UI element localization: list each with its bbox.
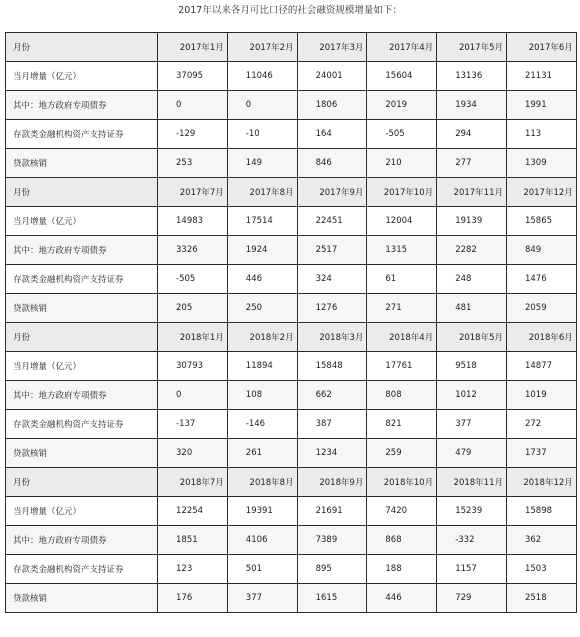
table-cell: 30793: [158, 352, 228, 381]
table-cell: 895: [297, 555, 367, 584]
table-row: [6, 149, 577, 178]
table-cell: 849: [506, 236, 576, 265]
row-label: 当月增量（亿元）: [6, 207, 158, 236]
table-cell: 123: [158, 555, 228, 584]
row-label: 其中：地方政府专项债券: [6, 526, 158, 555]
row-label: 贷款核销: [6, 149, 158, 178]
month-header: 2018年1月: [158, 323, 228, 352]
table-cell: 21131: [506, 62, 576, 91]
row-label: 贷款核销: [6, 584, 158, 613]
month-header: 2018年2月: [227, 323, 297, 352]
table-cell: 1503: [506, 555, 576, 584]
table-cell: 868: [367, 526, 437, 555]
month-header: 2018年9月: [297, 468, 367, 497]
table-cell: 259: [367, 439, 437, 468]
row-label: 贷款核销: [6, 439, 158, 468]
month-header: 2017年7月: [158, 178, 228, 207]
table-cell: -146: [227, 410, 297, 439]
table-cell: 271: [367, 294, 437, 323]
table-cell: 113: [506, 120, 576, 149]
table-cell: 15604: [367, 62, 437, 91]
table-row: [6, 381, 577, 410]
table-cell: 37095: [158, 62, 228, 91]
table-row: [6, 62, 577, 91]
table-cell: 7420: [367, 497, 437, 526]
table-cell: 1934: [437, 91, 507, 120]
month-header: 2017年8月: [227, 178, 297, 207]
table-row: [6, 584, 577, 613]
table-cell: 14983: [158, 207, 228, 236]
table-cell: 0: [227, 91, 297, 120]
table-cell: 24001: [297, 62, 367, 91]
table-cell: 277: [437, 149, 507, 178]
month-header: 2017年9月: [297, 178, 367, 207]
month-header: 2018年4月: [367, 323, 437, 352]
row-label: 当月增量（亿元）: [6, 497, 158, 526]
table-cell: 479: [437, 439, 507, 468]
table-row: [6, 439, 577, 468]
table-cell: -10: [227, 120, 297, 149]
table-cell: 387: [297, 410, 367, 439]
table-cell: 2282: [437, 236, 507, 265]
table-header-row: [6, 323, 577, 352]
table-row: [6, 91, 577, 120]
table-cell: 9518: [437, 352, 507, 381]
table-cell: 362: [506, 526, 576, 555]
table-cell: 2059: [506, 294, 576, 323]
month-header: 2017年12月: [506, 178, 576, 207]
table-cell: 2518: [506, 584, 576, 613]
table-cell: 1276: [297, 294, 367, 323]
month-header: 2018年7月: [158, 468, 228, 497]
table-cell: 176: [158, 584, 228, 613]
table-cell: 164: [297, 120, 367, 149]
table-cell: 261: [227, 439, 297, 468]
month-header: 2017年1月: [158, 33, 228, 62]
table-cell: 210: [367, 149, 437, 178]
table-cell: 2517: [297, 236, 367, 265]
table-cell: 21691: [297, 497, 367, 526]
month-header: 2017年6月: [506, 33, 576, 62]
row-label: 贷款核销: [6, 294, 158, 323]
table-cell: 320: [158, 439, 228, 468]
month-header: 2018年3月: [297, 323, 367, 352]
table-cell: 481: [437, 294, 507, 323]
month-header: 2018年10月: [367, 468, 437, 497]
table-caption: 2017年以来各月可比口径的社会融资规模增量如下：: [178, 5, 402, 16]
table-cell: 13136: [437, 62, 507, 91]
table-cell: 3326: [158, 236, 228, 265]
table-cell: 248: [437, 265, 507, 294]
table-row: [6, 497, 577, 526]
table-cell: -129: [158, 120, 228, 149]
header-label: 月份: [6, 468, 158, 497]
table-cell: 0: [158, 381, 228, 410]
table-cell: 446: [227, 265, 297, 294]
table-header-row: [6, 33, 577, 62]
table-cell: 108: [227, 381, 297, 410]
header-label: 月份: [6, 178, 158, 207]
table-row: [6, 265, 577, 294]
month-header: 2018年5月: [437, 323, 507, 352]
table-cell: 12254: [158, 497, 228, 526]
month-header: 2017年10月: [367, 178, 437, 207]
table-row: [6, 410, 577, 439]
row-label: 存款类金融机构资产支持证券: [6, 120, 158, 149]
table-cell: 1991: [506, 91, 576, 120]
table-cell: 808: [367, 381, 437, 410]
table-cell: 17514: [227, 207, 297, 236]
table-cell: 729: [437, 584, 507, 613]
row-label: 当月增量（亿元）: [6, 62, 158, 91]
table-cell: 294: [437, 120, 507, 149]
table-cell: 272: [506, 410, 576, 439]
table-cell: 15239: [437, 497, 507, 526]
row-label: 其中：地方政府专项债券: [6, 236, 158, 265]
row-label: 当月增量（亿元）: [6, 352, 158, 381]
header-label: 月份: [6, 323, 158, 352]
table-cell: 1737: [506, 439, 576, 468]
table-cell: 324: [297, 265, 367, 294]
table-row: [6, 526, 577, 555]
table-cell: 15848: [297, 352, 367, 381]
table-row: [6, 352, 577, 381]
table-cell: 846: [297, 149, 367, 178]
table-cell: 1315: [367, 236, 437, 265]
row-label: 其中：地方政府专项债券: [6, 381, 158, 410]
table-cell: -137: [158, 410, 228, 439]
table-cell: 0: [158, 91, 228, 120]
table-cell: 7389: [297, 526, 367, 555]
month-header: 2018年6月: [506, 323, 576, 352]
table-cell: 662: [297, 381, 367, 410]
table-cell: 2019: [367, 91, 437, 120]
table-header-row: [6, 468, 577, 497]
table-cell: -505: [158, 265, 228, 294]
month-header: 2017年4月: [367, 33, 437, 62]
table-cell: 1157: [437, 555, 507, 584]
header-label: 月份: [6, 33, 158, 62]
social-financing-table: [5, 32, 577, 613]
month-header: 2017年11月: [437, 178, 507, 207]
table-cell: 15865: [506, 207, 576, 236]
month-header: 2017年3月: [297, 33, 367, 62]
month-header: 2018年11月: [437, 468, 507, 497]
table-cell: 1019: [506, 381, 576, 410]
table-cell: 11046: [227, 62, 297, 91]
table-cell: 205: [158, 294, 228, 323]
table-cell: 61: [367, 265, 437, 294]
table-header-row: [6, 178, 577, 207]
table-cell: 1806: [297, 91, 367, 120]
table-cell: 149: [227, 149, 297, 178]
table-row: [6, 555, 577, 584]
table-cell: 15898: [506, 497, 576, 526]
table-cell: 1924: [227, 236, 297, 265]
table-cell: 19391: [227, 497, 297, 526]
month-header: 2018年12月: [506, 468, 576, 497]
table-cell: 188: [367, 555, 437, 584]
table-cell: 501: [227, 555, 297, 584]
table-cell: 22451: [297, 207, 367, 236]
table-cell: 446: [367, 584, 437, 613]
table-cell: -332: [437, 526, 507, 555]
table-cell: 821: [367, 410, 437, 439]
table-cell: 11894: [227, 352, 297, 381]
row-label: 存款类金融机构资产支持证券: [6, 265, 158, 294]
table-cell: 250: [227, 294, 297, 323]
month-header: 2018年8月: [227, 468, 297, 497]
table-cell: 1234: [297, 439, 367, 468]
table-cell: 1851: [158, 526, 228, 555]
table-cell: -505: [367, 120, 437, 149]
table-row: [6, 236, 577, 265]
table-body: [6, 33, 577, 613]
table-cell: 377: [227, 584, 297, 613]
row-label: 存款类金融机构资产支持证券: [6, 410, 158, 439]
table-cell: 377: [437, 410, 507, 439]
table-cell: 1012: [437, 381, 507, 410]
table-cell: 1615: [297, 584, 367, 613]
table-cell: 12004: [367, 207, 437, 236]
table-cell: 14877: [506, 352, 576, 381]
row-label: 其中：地方政府专项债券: [6, 91, 158, 120]
row-label: 存款类金融机构资产支持证券: [6, 555, 158, 584]
table-cell: 1476: [506, 265, 576, 294]
table-cell: 19139: [437, 207, 507, 236]
month-header: 2017年2月: [227, 33, 297, 62]
table-row: [6, 120, 577, 149]
table-cell: 1309: [506, 149, 576, 178]
table-row: [6, 207, 577, 236]
table-row: [6, 294, 577, 323]
table-cell: 4106: [227, 526, 297, 555]
month-header: 2017年5月: [437, 33, 507, 62]
table-cell: 253: [158, 149, 228, 178]
table-cell: 17761: [367, 352, 437, 381]
